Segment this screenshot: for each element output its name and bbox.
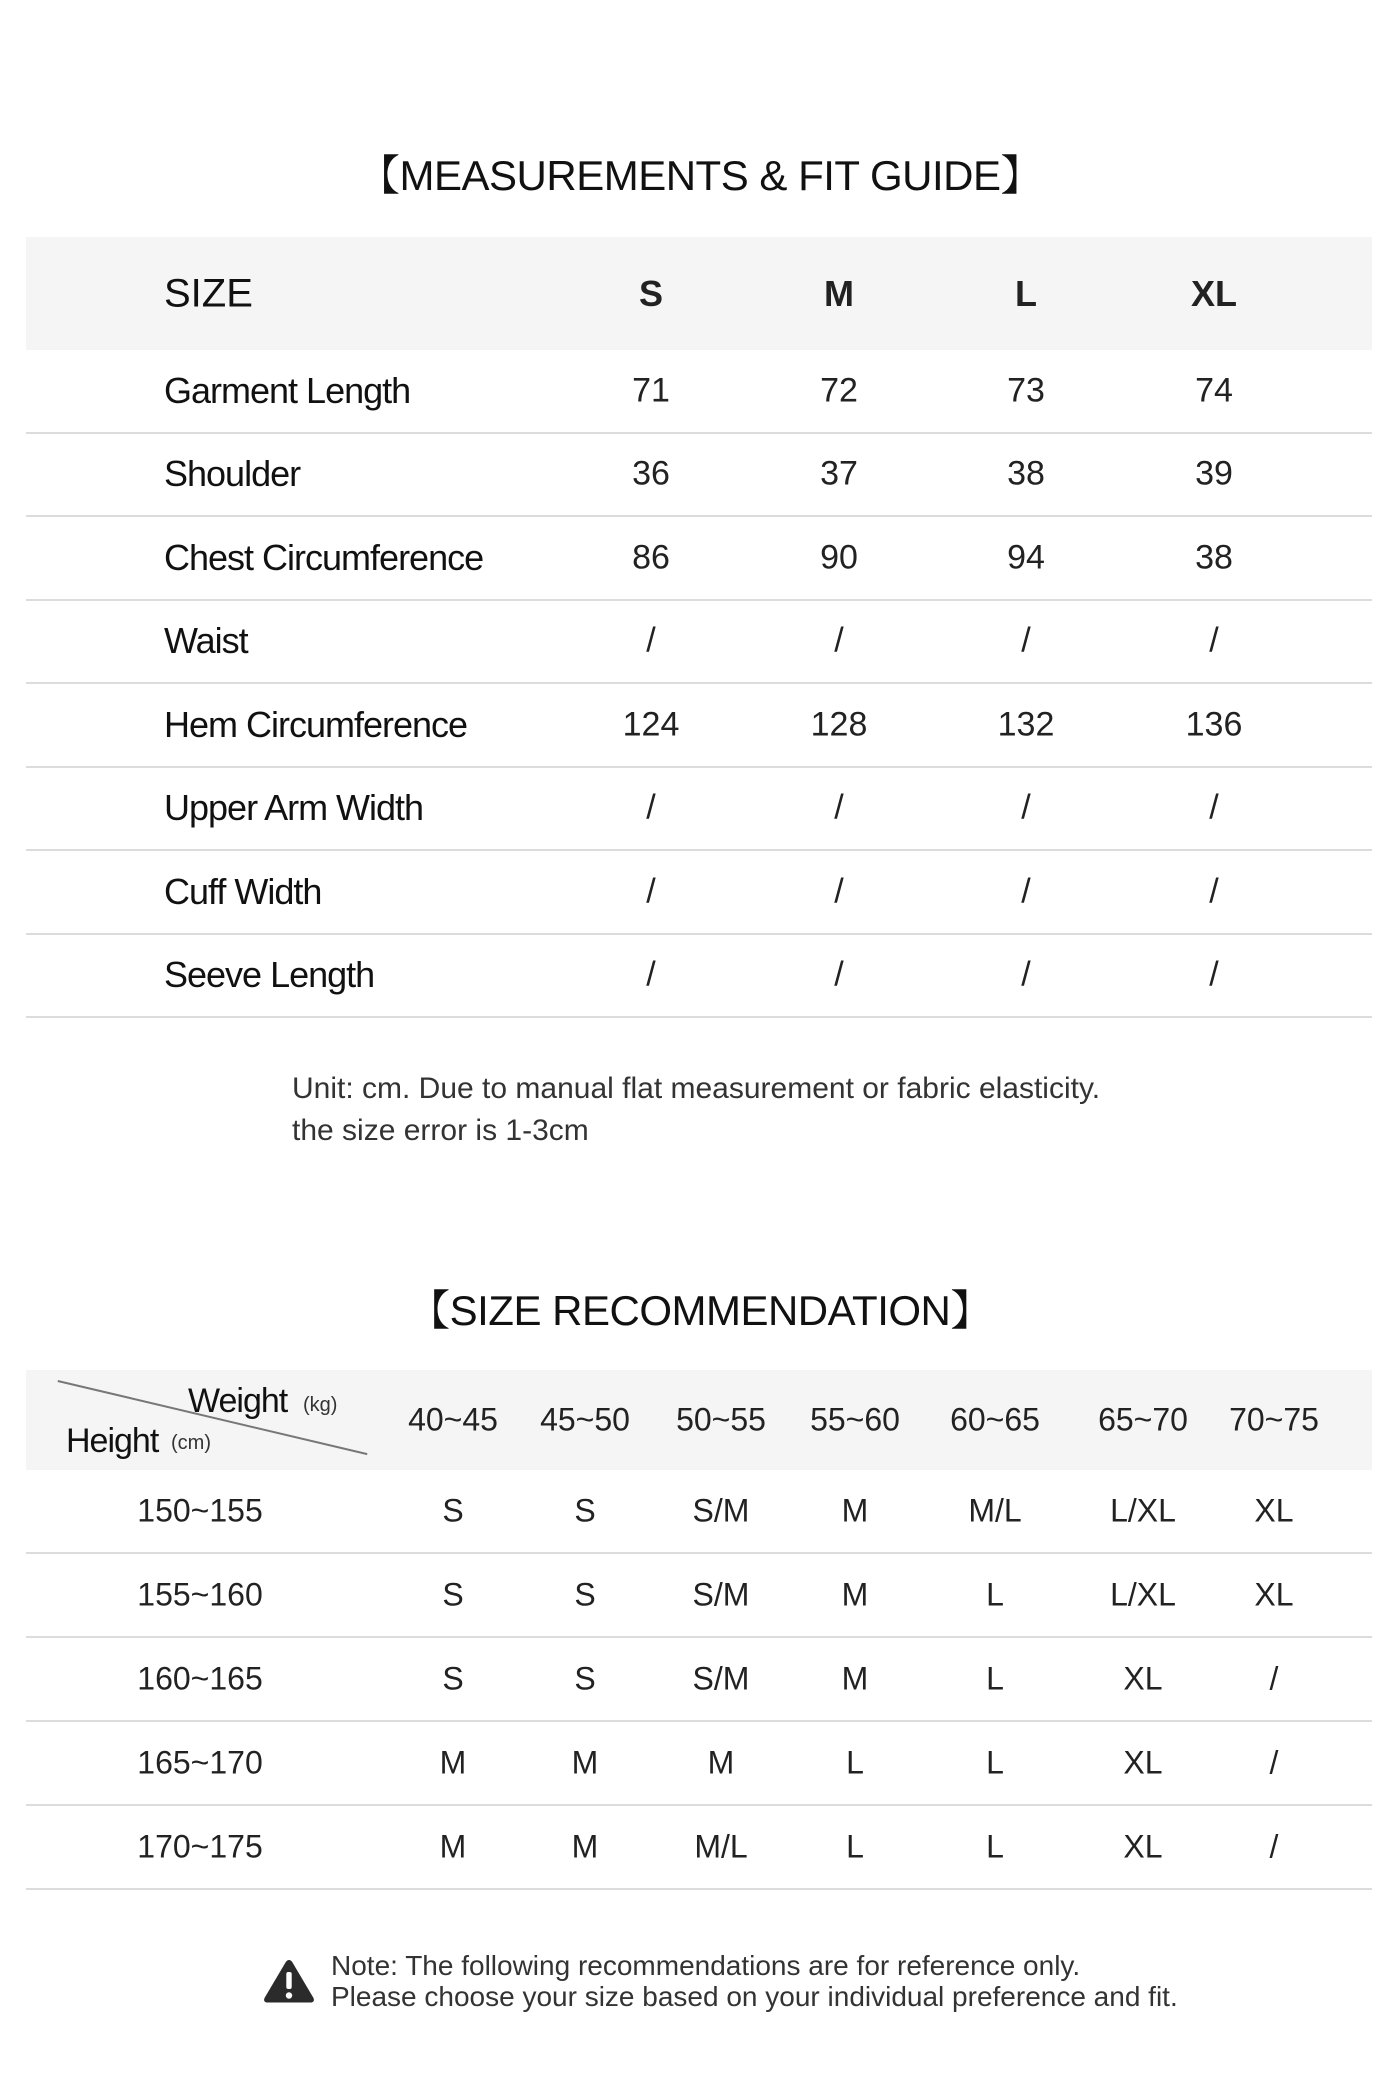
table-cell: / xyxy=(1269,1828,1279,1865)
table-cell: / xyxy=(1209,788,1219,827)
size-header-xl: XL xyxy=(1190,272,1238,314)
table-cell: XL xyxy=(1254,1576,1294,1613)
table-cell: L xyxy=(846,1744,864,1781)
table-row xyxy=(26,434,1372,518)
table-cell: 124 xyxy=(622,705,680,744)
table-cell: S xyxy=(574,1660,596,1697)
height-cell: 165~170 xyxy=(137,1744,263,1781)
table-cell: / xyxy=(834,955,844,994)
warning-icon xyxy=(262,1957,316,2005)
measurements-table xyxy=(26,237,1372,1018)
table-row xyxy=(26,350,1372,434)
table-cell: / xyxy=(1209,621,1219,660)
table-cell: S xyxy=(574,1576,596,1613)
recommendation-header-row xyxy=(26,1370,1372,1470)
table-cell: 74 xyxy=(1195,371,1233,410)
table-cell: / xyxy=(834,788,844,827)
weight-header: 55~60 xyxy=(810,1401,900,1438)
size-header-s: S xyxy=(638,272,664,314)
table-cell: XL xyxy=(1254,1492,1294,1529)
table-row xyxy=(26,768,1372,852)
weight-header: 50~55 xyxy=(676,1401,766,1438)
measurements-title: 【MEASUREMENTS & FIT GUIDE】 xyxy=(358,152,1042,199)
unit-note-line-1: Unit: cm. Due to manual flat measurement or fabric elasticity. xyxy=(292,1072,1101,1105)
table-row xyxy=(26,1470,1372,1554)
table-cell: 90 xyxy=(820,538,858,577)
table-cell: S xyxy=(442,1660,464,1697)
height-cell: 155~160 xyxy=(137,1576,263,1613)
row-label: Upper Arm Width xyxy=(164,787,424,829)
table-cell: 39 xyxy=(1195,454,1233,493)
table-cell: / xyxy=(1021,872,1031,911)
table-cell: / xyxy=(1021,621,1031,660)
unit-note-line-2: the size error is 1-3cm xyxy=(292,1114,589,1147)
row-label: Cuff Width xyxy=(164,870,322,912)
table-cell: / xyxy=(1269,1660,1279,1697)
table-cell: M xyxy=(841,1492,869,1529)
table-cell: 72 xyxy=(820,371,858,410)
table-cell: 132 xyxy=(997,705,1055,744)
recommendation-title: 【SIZE RECOMMENDATION】 xyxy=(408,1287,992,1334)
table-cell: M xyxy=(707,1744,735,1781)
table-row xyxy=(26,1638,1372,1722)
table-cell: L xyxy=(846,1828,864,1865)
table-cell: 73 xyxy=(1007,371,1045,410)
table-cell: S/M xyxy=(692,1576,750,1613)
table-cell: L/XL xyxy=(1110,1492,1176,1529)
table-cell: 38 xyxy=(1007,454,1045,493)
reference-note-line-1: Note: The following recommendations are for reference only. xyxy=(331,1950,1081,1981)
table-cell: XL xyxy=(1123,1828,1163,1865)
table-cell: / xyxy=(1209,872,1219,911)
size-header-l: L xyxy=(1015,272,1037,314)
table-cell: / xyxy=(1021,955,1031,994)
table-cell: / xyxy=(1021,788,1031,827)
table-cell: M xyxy=(571,1744,599,1781)
weight-header: 60~65 xyxy=(950,1401,1040,1438)
table-cell: S xyxy=(574,1492,596,1529)
table-cell: M/L xyxy=(968,1492,1022,1529)
table-cell: 36 xyxy=(632,454,670,493)
height-cell: 160~165 xyxy=(137,1660,263,1697)
row-label: Shoulder xyxy=(164,453,301,495)
table-cell: L xyxy=(986,1828,1004,1865)
measurements-header-row xyxy=(26,237,1372,350)
row-label: Hem Circumference xyxy=(164,703,468,745)
weight-header: 65~70 xyxy=(1098,1401,1188,1438)
height-cell: 170~175 xyxy=(137,1828,263,1865)
table-cell: S xyxy=(442,1492,464,1529)
table-cell: 71 xyxy=(632,371,670,410)
table-cell: S/M xyxy=(692,1492,750,1529)
table-row xyxy=(26,1806,1372,1890)
table-cell: M/L xyxy=(694,1828,748,1865)
weight-unit: (kg) xyxy=(303,1394,338,1416)
row-label: Garment Length xyxy=(164,369,411,411)
table-cell: / xyxy=(646,788,656,827)
table-cell: XL xyxy=(1123,1660,1163,1697)
table-cell: / xyxy=(646,621,656,660)
table-cell: 94 xyxy=(1007,538,1045,577)
row-label: Waist xyxy=(164,620,248,662)
table-cell: L xyxy=(986,1744,1004,1781)
table-cell: / xyxy=(646,872,656,911)
table-cell: / xyxy=(646,955,656,994)
table-row xyxy=(26,684,1372,768)
table-row xyxy=(26,517,1372,601)
table-cell: XL xyxy=(1123,1744,1163,1781)
table-cell: / xyxy=(834,621,844,660)
table-cell: 128 xyxy=(810,705,868,744)
table-cell: / xyxy=(1209,955,1219,994)
recommendation-table xyxy=(26,1370,1372,1890)
table-row xyxy=(26,935,1372,1019)
table-row xyxy=(26,1722,1372,1806)
table-cell: M xyxy=(571,1828,599,1865)
table-cell: 136 xyxy=(1185,705,1243,744)
size-header-m: M xyxy=(824,272,854,314)
table-cell: 37 xyxy=(820,454,858,493)
table-cell: 38 xyxy=(1195,538,1233,577)
height-cell: 150~155 xyxy=(137,1492,263,1529)
table-cell: M xyxy=(841,1660,869,1697)
table-cell: / xyxy=(834,872,844,911)
table-cell: M xyxy=(439,1744,467,1781)
table-row xyxy=(26,1554,1372,1638)
height-unit: (cm) xyxy=(171,1432,211,1454)
table-row xyxy=(26,851,1372,935)
corner-header xyxy=(26,1370,366,1470)
weight-header: 45~50 xyxy=(540,1401,630,1438)
table-cell: M xyxy=(841,1576,869,1613)
weight-header: 40~45 xyxy=(408,1401,498,1438)
table-cell: 86 xyxy=(632,538,670,577)
table-cell: S/M xyxy=(692,1660,750,1697)
unit-note xyxy=(292,1068,1100,1152)
table-row xyxy=(26,601,1372,685)
table-cell: / xyxy=(1269,1744,1279,1781)
row-label: Seeve Length xyxy=(164,954,375,996)
weight-header: 70~75 xyxy=(1229,1401,1319,1438)
row-label: Chest Circumference xyxy=(164,536,484,578)
size-header-label: SIZE xyxy=(164,271,253,315)
weight-label: Weight xyxy=(188,1382,288,1420)
reference-note xyxy=(331,1950,1178,2012)
height-label: Height xyxy=(66,1422,159,1460)
table-cell: L xyxy=(986,1660,1004,1697)
table-cell: S xyxy=(442,1576,464,1613)
table-cell: L/XL xyxy=(1110,1576,1176,1613)
table-cell: L xyxy=(986,1576,1004,1613)
table-cell: M xyxy=(439,1828,467,1865)
reference-note-line-2: Please choose your size based on your individual preference and fit. xyxy=(331,1981,1178,2012)
